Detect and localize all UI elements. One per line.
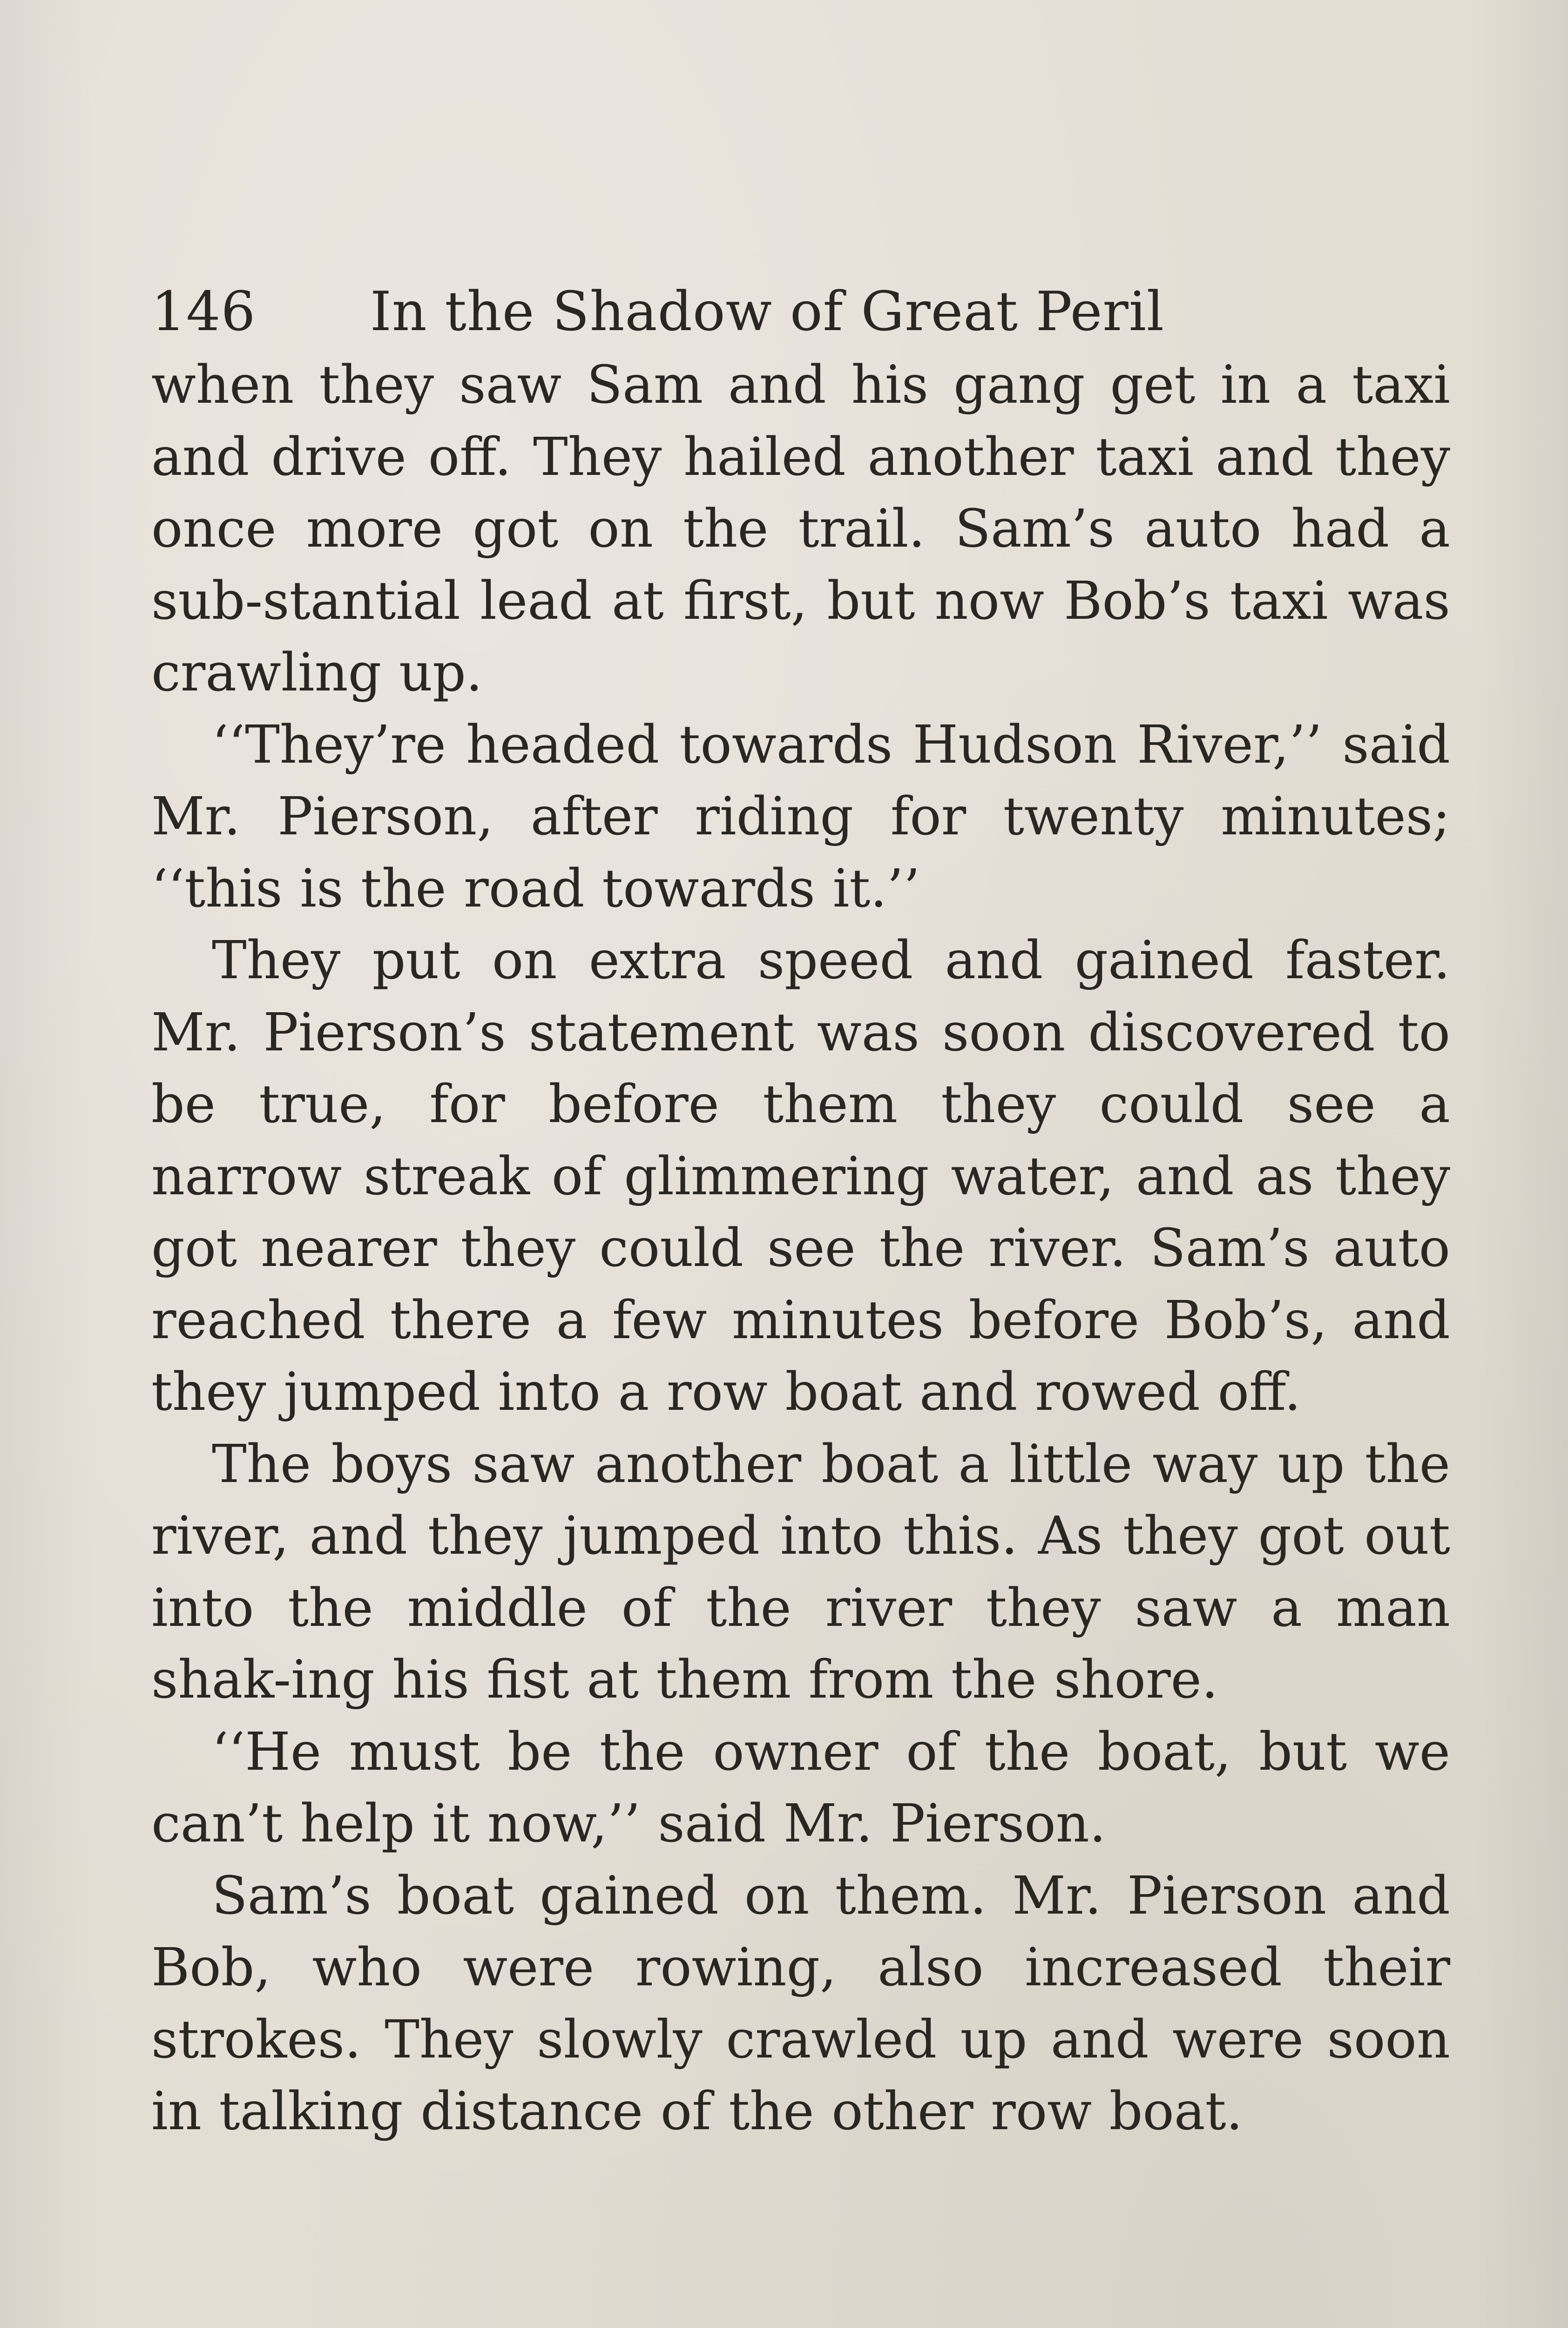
paragraph-1: when they saw Sam and his gang get in a taxi and drive off. They hailed another taxi and they once more got on the trail. Sam’s auto had a sub-stantial lead at first, but now Bob’s taxi was crawling up. [151,355,1450,703]
page-number: 146 [151,280,256,343]
paragraph-4: The boys saw another boat a little way up the river, and they jumped into this. As they got out into the middle of the river they saw a man shak-ing his fist at them from the shore. [151,1434,1450,1710]
paragraph-5: ‘‘He must be the owner of the boat, but we can’t help it now,’’ said Mr. Pierson. [151,1721,1450,1854]
paragraph-2: ‘‘They’re headed towards Hudson River,’’ said Mr. Pierson, after riding for twenty minutes; ‘‘this is the road towards it.’’ [151,714,1450,919]
running-head: In the Shadow of Great Peril [370,280,1165,343]
paragraph-6: Sam’s boat gained on them. Mr. Pierson and Bob, who were rowing, also increased their strokes. They slowly crawled up and were soon in talking distance of the other row boat. [151,1865,1450,2142]
paragraph-3: They put on extra speed and gained faster. Mr. Pierson’s statement was soon discovered to be true, for before them they could see a narrow streak of glimmering water, and as they got nearer they could see the river. Sam’s auto reached there a few minutes before Bob’s, and they jumped into a row boat and rowed off. [151,930,1450,1422]
book-page [151,275,1450,2148]
page-header [151,275,1450,349]
body-text [151,349,1450,2148]
